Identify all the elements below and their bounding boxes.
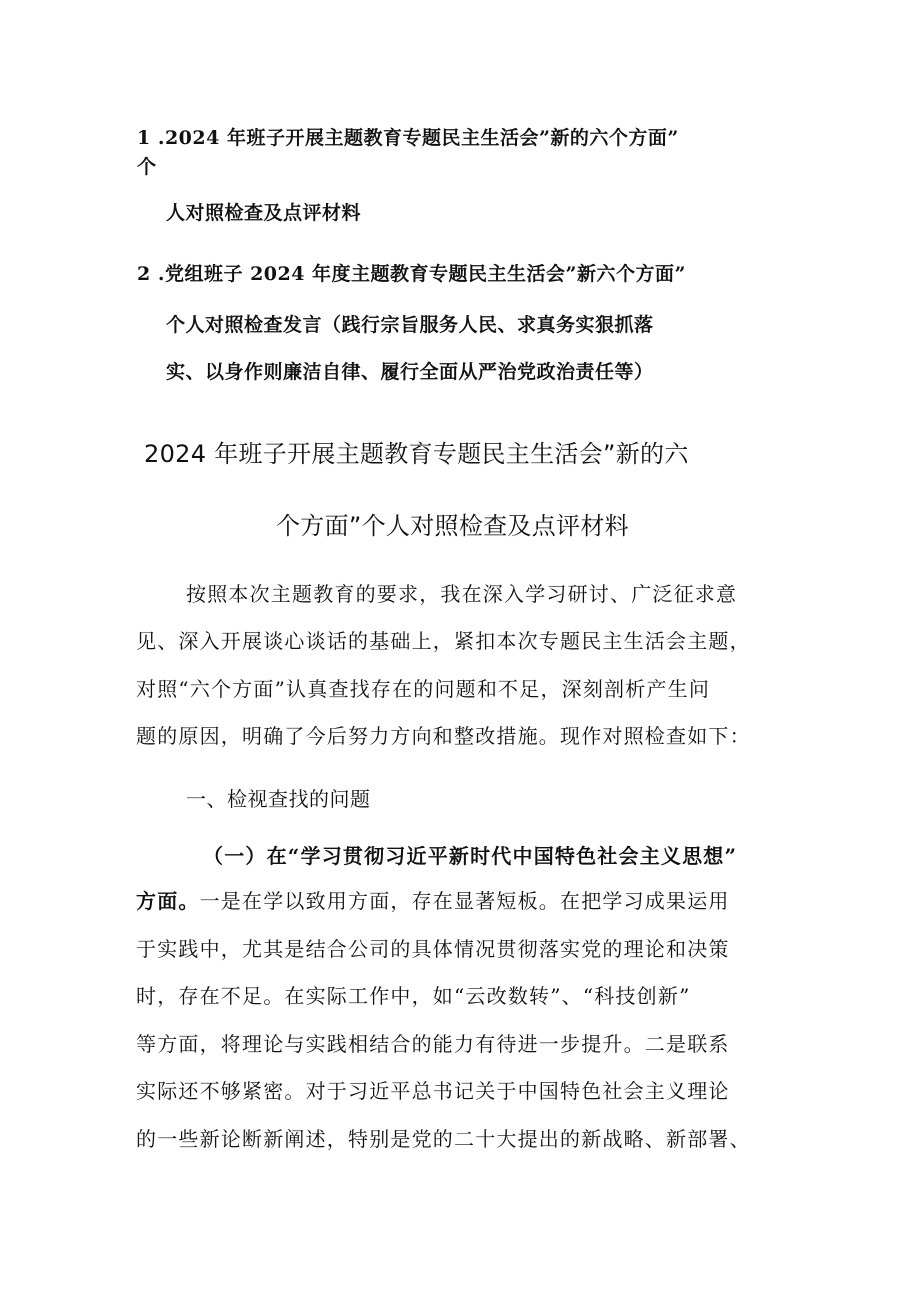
subsection-1-line-1-text: 一是在学以致用方面，存在显著短板。在把学习成果运用 [199,889,730,913]
subsection-1-heading: （一）在“学习贯彻习近平新时代中国特色社会主义思想” [203,844,738,868]
toc-item-1-line-2[interactable]: 人对照检查及点评材料 [166,202,362,224]
toc-item-1-wrap[interactable]: 个 [137,156,157,178]
toc-item-2-line-2[interactable]: 个人对照检查发言（践行宗旨服务人民、求真务实狠抓落 [166,314,654,336]
toc-item-2-line-1[interactable]: 2 .党组班子 2024 年度主题教育专题民主生活会”新六个方面” [137,263,686,285]
subsection-1-body-line: 时，存在不足。在实际工作中，如“云改数转”、“科技创新” [136,984,691,1008]
subsection-1-line-1 [136,887,730,915]
intro-line-4: 题的原因，明确了今后努力方向和整改措施。现作对照检查如下： [136,724,751,748]
toc-item-1-line-1[interactable]: 1 .2024 年班子开展主题教育专题民主生活会”新的六个方面” [137,127,679,149]
subsection-1-body-line: 的一些新论断新阐述，特别是党的二十大提出的新战略、新部署、 [136,1127,751,1151]
document-title-line-2: 个方面”个人对照检查及点评材料 [276,512,629,540]
intro-line-1: 按照本次主题教育的要求，我在深入学习研讨、广泛征求意 [186,582,738,606]
intro-line-2: 见、深入开展谈心谈话的基础上，紧扣本次专题民主生活会主题， [136,629,751,653]
intro-line-3: 对照“六个方面”认真查找存在的问题和不足，深刻剖析产生问 [136,677,711,701]
subsection-1-heading-tail: 方面。 [136,889,200,913]
subsection-1-body-line: 等方面，将理论与实践相结合的能力有待进一步提升。二是联系 [136,1032,730,1056]
section-1-heading: 一、检视查找的问题 [186,787,371,811]
subsection-1-body-line: 实际还不够紧密。对于习近平总书记关于中国特色社会主义理论 [136,1079,730,1103]
document-title-line-1: 2024 年班子开展主题教育专题民主生活会”新的六 [144,440,689,468]
subsection-1-body-line: 于实践中，尤其是结合公司的具体情况贯彻落实党的理论和决策 [136,937,730,961]
toc-item-2-line-3[interactable]: 实、以身作则廉洁自律、履行全面从严治党政治责任等） [166,361,654,383]
